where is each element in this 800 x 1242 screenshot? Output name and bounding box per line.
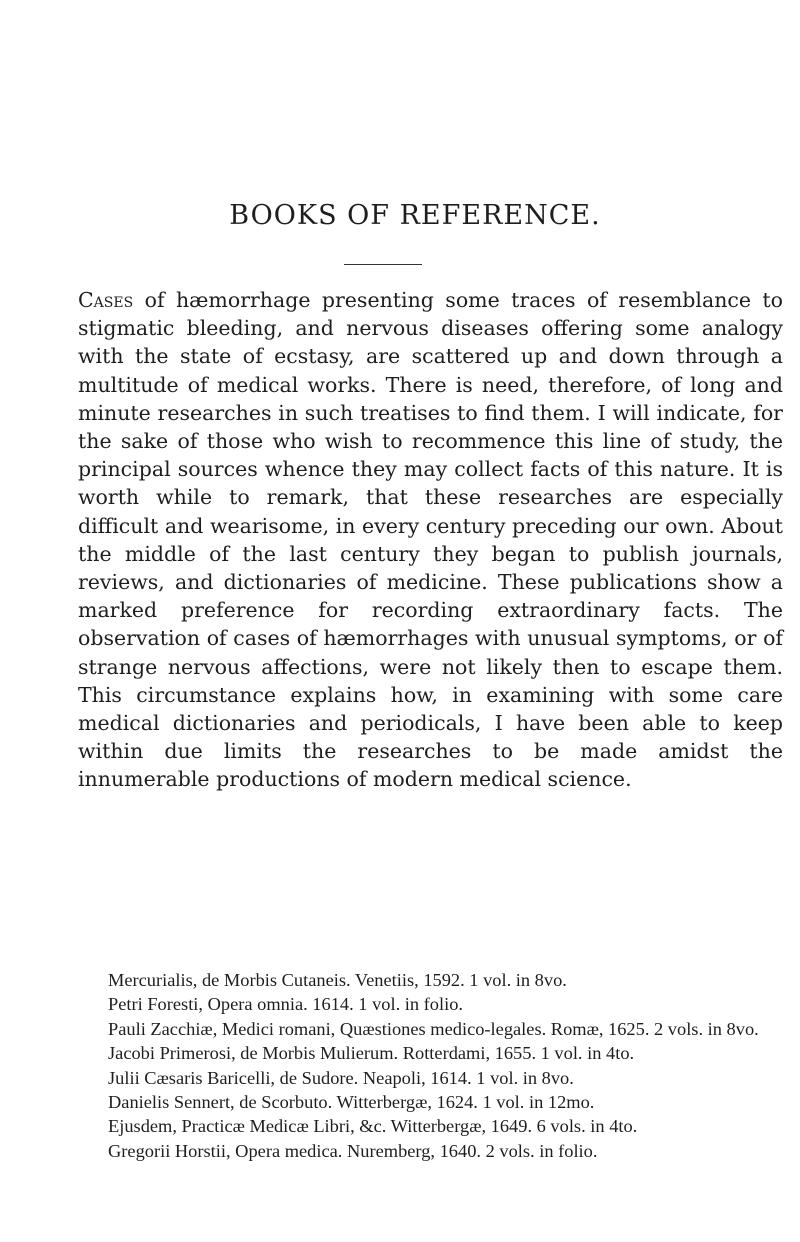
reference-item: Gregorii Horstii, Opera medica. Nuremberg, 1640. 2 vols. in folio. bbox=[108, 1140, 598, 1161]
reference-item: Julii Cæsaris Baricelli, de Sudore. Neapoli, 1614. 1 vol. in 8vo. bbox=[108, 1067, 574, 1088]
reference-item: Danielis Sennert, de Scorbuto. Witterbergæ, 1624. 1 vol. in 12mo. bbox=[108, 1092, 595, 1113]
intro-text: of hæmorrhage presenting some traces of resemblance to stigmatic bleeding, and nervous diseases offering some analogy with the state of ecstasy, are scattered up and down through a multitude of medical works. There is need, therefore, of long and minute researches in such treatises to find them. I will indicate, for the sake of those who wish to recommence this line of study, the principal sources whence they may collect facts of this nature. It is worth while to remark, that these researches are especially difficult and wearisome, in every century preceding our own. About the middle of the last century they began to publish journals, reviews, and dictionaries of medicine. These publications show a marked preference for recording extraordinary facts. The observation of cases of hæmorrhages with unusual symptoms, or of strange nervous affections, were not likely then to escape them. This circumstance explains how, in examining with some care medical dictionaries and periodicals, I have been able to keep within due limits the researches to be made amidst the innumerable productions of modern medical science. bbox=[78, 288, 783, 792]
reference-list bbox=[78, 968, 783, 1163]
intro-paragraph bbox=[78, 286, 783, 794]
reference-item: Pauli Zacchiæ, Medici romani, Quæstiones medico-legales. Romæ, 1625. 2 vols. in 8vo. bbox=[108, 1018, 759, 1039]
reference-item: Jacobi Primerosi, de Morbis Mulierum. Rotterdami, 1655. 1 vol. in 4to. bbox=[108, 1043, 635, 1064]
intro-lead: Cases bbox=[78, 288, 134, 312]
title-rule bbox=[344, 264, 422, 265]
reference-item: Petri Foresti, Opera omnia. 1614. 1 vol. in folio. bbox=[108, 994, 463, 1015]
reference-item: Ejusdem, Practicæ Medicæ Libri, &c. Witterbergæ, 1649. 6 vols. in 4to. bbox=[108, 1116, 638, 1137]
reference-item: Mercurialis, de Morbis Cutaneis. Venetiis, 1592. 1 vol. in 8vo. bbox=[108, 970, 567, 990]
page-title: BOOKS OF REFERENCE. bbox=[229, 200, 601, 231]
